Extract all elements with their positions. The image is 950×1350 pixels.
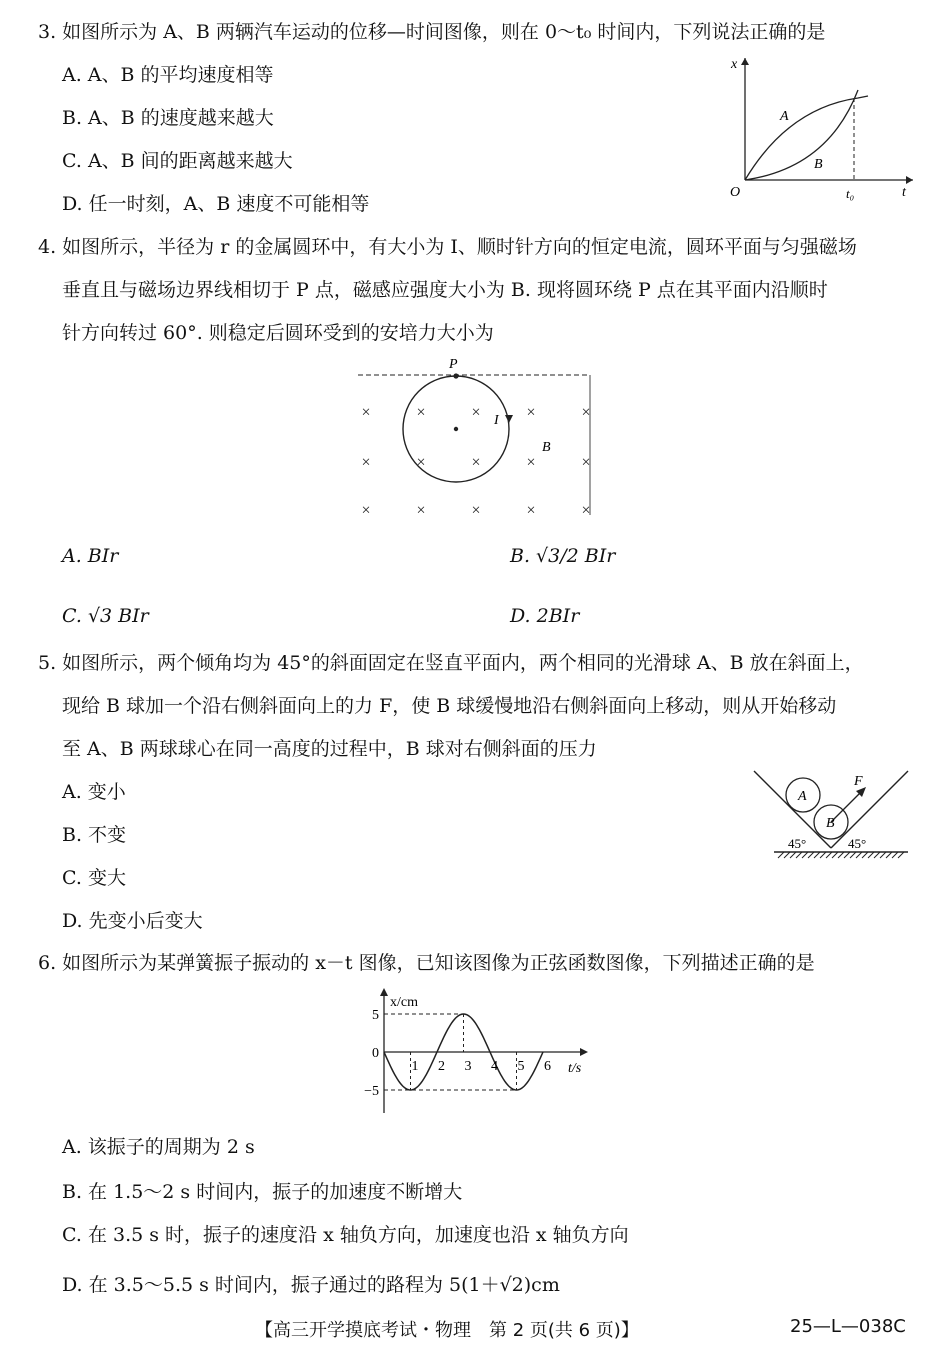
q6-option-b: B. 在 1.5～2 s 时间内，振子的加速度不断增大 (62, 1181, 463, 1203)
q6-y-tick-1: 0 (372, 1046, 379, 1061)
q4-option-a: A. BIr (62, 545, 119, 567)
svg-text:×: × (581, 404, 591, 421)
q5-stem-line-2: 现给 B 球加一个沿右侧斜面向上的力 F，使 B 球缓慢地沿右侧斜面向上移动，则从开始移动 (62, 695, 837, 717)
q4-point-p (453, 373, 458, 378)
q4-stem-line-3: 针方向转过 60°. 则稳定后圆环受到的安培力大小为 (62, 322, 494, 344)
q3-t-label: t (902, 185, 906, 200)
q6-option-c: C. 在 3.5 s 时，振子的速度沿 x 轴负方向，加速度也沿 x 轴负方向 (62, 1224, 629, 1246)
q6-x-tick-2: 2 (438, 1059, 445, 1074)
q5-incline-figure (752, 768, 912, 863)
q3-t-arrow (906, 176, 913, 184)
q6-y-tick-0: 5 (372, 1008, 379, 1023)
q6-xt-chart (358, 986, 593, 1118)
q3-xt-figure (718, 50, 918, 210)
q6-option-d: D. 在 3.5～5.5 s 时间内，振子通过的路程为 5(1＋√2)cm (62, 1274, 560, 1296)
q3-x-label: x (731, 57, 738, 72)
svg-text:×: × (471, 502, 481, 519)
svg-text:×: × (526, 454, 536, 471)
q3-x-arrow (741, 58, 749, 65)
q5-option-a: A. 变小 (62, 781, 126, 803)
q4-field-crosses (361, 404, 590, 519)
svg-text:×: × (361, 454, 371, 471)
q4-current-arrow (505, 415, 513, 423)
q5-option-c: C. 变大 (62, 867, 126, 889)
svg-text:×: × (581, 502, 591, 519)
svg-text:×: × (526, 502, 536, 519)
q5-angle-right: 45° (848, 836, 867, 851)
q4-option-c: C. √3 BIr (62, 605, 149, 627)
q5-stem-line-3: 至 A、B 两球球心在同一高度的过程中，B 球对右侧斜面的压力 (62, 738, 597, 760)
q4-option-b: B. √3/2 BIr (510, 545, 616, 567)
q3-option-c: C. A、B 间的距离越来越大 (62, 150, 293, 172)
q6-y-tick-2: −5 (364, 1084, 379, 1099)
q4-i-label: I (494, 413, 499, 428)
q5-a-label: A (798, 789, 807, 804)
q6-x-axis-label: t/s (568, 1061, 582, 1076)
q6-tick-group (364, 1008, 551, 1099)
q5-option-b: B. 不变 (62, 824, 127, 846)
svg-text:×: × (416, 502, 426, 519)
q4-option-d: D. 2BIr (510, 605, 580, 627)
q6-x-tick-1: 1 (411, 1059, 419, 1074)
q6-stem: 6. 如图所示为某弹簧振子振动的 x－t 图像，已知该图像为正弦函数图像，下列描述正确的是 (38, 952, 815, 974)
q3-a-label: A (780, 109, 789, 124)
q3-t0-label: t₀ (846, 186, 855, 201)
q3-option-a: A. A、B 的平均速度相等 (62, 64, 274, 86)
q5-option-d: D. 先变小后变大 (62, 910, 203, 932)
page-footer: 【高三开学摸底考试・物理 第 2 页(共 6 页)】 (255, 1320, 639, 1341)
q6-x-tick-3: 3 (464, 1059, 472, 1074)
q5-b-label: B (826, 816, 835, 831)
svg-text:×: × (526, 404, 536, 421)
svg-text:×: × (416, 404, 426, 421)
svg-text:×: × (361, 404, 371, 421)
q5-stem-line-1: 5. 如图所示，两个倾角均为 45°的斜面固定在竖直平面内，两个相同的光滑球 A、B 放在斜面上， (38, 652, 864, 674)
q4-p-label: P (449, 357, 458, 372)
exam-code: 25—L—038C (790, 1316, 906, 1337)
q4-ring-figure (355, 355, 595, 520)
q3-origin-label: O (730, 185, 741, 200)
q4-stem-line-1: 4. 如图所示，半径为 r 的金属圆环中，有大小为 I、顺时针方向的恒定电流，圆环平面与匀强磁场 (38, 236, 857, 258)
q6-y-axis-label: x/cm (390, 995, 418, 1010)
q6-x-tick-6: 6 (544, 1059, 551, 1074)
q6-t-arrow (580, 1048, 588, 1056)
svg-text:×: × (581, 454, 591, 471)
q6-x-tick-4: 4 (491, 1059, 498, 1074)
q3-b-label: B (814, 157, 823, 172)
q5-angle-left: 45° (788, 836, 807, 851)
svg-text:×: × (361, 502, 371, 519)
q6-x-arrow (380, 988, 388, 996)
q3-option-b: B. A、B 的速度越来越大 (62, 107, 274, 129)
q3-stem: 3. 如图所示为 A、B 两辆汽车运动的位移—时间图像，则在 0～t₀ 时间内，下列说法正确的是 (38, 21, 826, 43)
q5-f-label: F (854, 774, 863, 789)
q6-x-tick-5: 5 (517, 1059, 525, 1074)
q5-ground-hatch (778, 852, 904, 858)
q6-option-a: A. 该振子的周期为 2 s (62, 1136, 255, 1158)
q3-curve-b (745, 90, 858, 180)
q4-ring-center (454, 427, 458, 431)
q4-stem-line-2: 垂直且与磁场边界线相切于 P 点，磁感应强度大小为 B. 现将圆环绕 P 点在其平面内沿顺时 (62, 279, 828, 301)
svg-text:×: × (471, 404, 481, 421)
q3-option-d: D. 任一时刻，A、B 速度不可能相等 (62, 193, 370, 215)
svg-text:×: × (416, 454, 426, 471)
svg-text:×: × (471, 454, 481, 471)
q4-b-label: B (542, 440, 551, 455)
